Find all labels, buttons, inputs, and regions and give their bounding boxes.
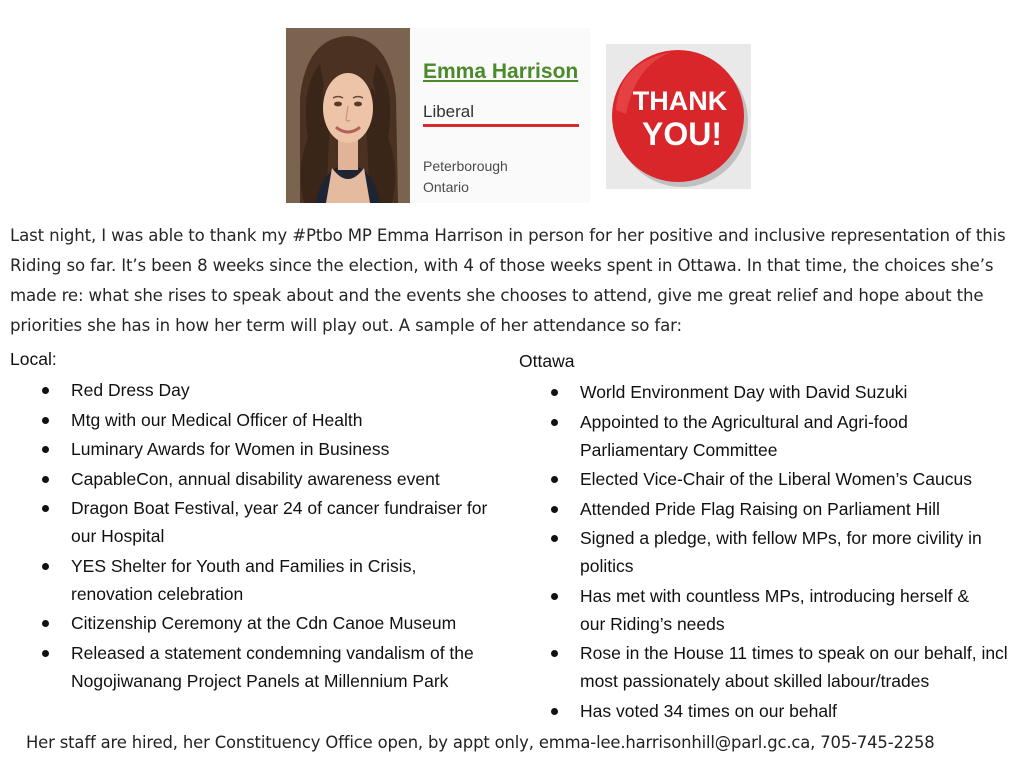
mp-portrait-photo bbox=[286, 28, 410, 203]
mp-name-link[interactable]: Emma Harrison bbox=[423, 60, 579, 83]
ottawa-heading: Ottawa bbox=[519, 351, 575, 371]
riding-province: Ontario bbox=[423, 179, 469, 195]
intro-paragraph: Last night, I was able to thank my #Ptbo MP Emma Harrison in person for her positive and inclusive representation of this Riding so far. It’s been 8 weeks since the election, with 4 of those weeks spent in Ottawa. In that time, the choices she’s made re: what she rises to speak about and the events she chooses to attend, give me great relief and hope about the priorities she has in how her term will play out. A sample of her attendance so far: bbox=[10, 226, 1006, 335]
local-heading: Local: bbox=[10, 349, 57, 369]
ottawa-list-item: Appointed to the Agricultural and Agri-food Parliamentary Committee bbox=[519, 408, 1019, 464]
ottawa-list-item: Has met with countless MPs, introducing herself & our Riding’s needs bbox=[519, 582, 1019, 638]
contact-footer: Her staff are hired, her Constituency Office open, by appt only, emma-lee.harrisonhill@parl.gc.ca, 705-745-2258 bbox=[26, 733, 935, 752]
mp-profile-card bbox=[410, 28, 590, 203]
local-list-item: YES Shelter for Youth and Families in Crisis, renovation celebration bbox=[10, 552, 510, 608]
local-list bbox=[10, 376, 510, 695]
ottawa-list-item: Has voted 34 times on our behalf bbox=[519, 697, 1019, 725]
ottawa-list-item: Signed a pledge, with fellow MPs, for more civility in politics bbox=[519, 524, 1019, 580]
ottawa-list-item: World Environment Day with David Suzuki bbox=[519, 378, 1019, 406]
thank-you-line2: YOU! bbox=[642, 116, 722, 152]
ottawa-list-item: Elected Vice-Chair of the Liberal Women’s Caucus bbox=[519, 465, 1019, 493]
local-list-item: Dragon Boat Festival, year 24 of cancer fundraiser for our Hospital bbox=[10, 494, 510, 550]
local-list-item: Mtg with our Medical Officer of Health bbox=[10, 406, 510, 434]
local-list-item: CapableCon, annual disability awareness event bbox=[10, 465, 510, 493]
thank-you-line1: THANK bbox=[632, 86, 728, 116]
local-list-item: Citizenship Ceremony at the Cdn Canoe Museum bbox=[10, 609, 510, 637]
riding-location bbox=[423, 156, 508, 198]
local-list-item: Released a statement condemning vandalism of the Nogojiwanang Project Panels at Millennium Park bbox=[10, 639, 510, 695]
party-color-rule bbox=[423, 124, 579, 127]
local-list-item: Red Dress Day bbox=[10, 376, 510, 404]
ottawa-list-item: Attended Pride Flag Raising on Parliament Hill bbox=[519, 495, 1019, 523]
ottawa-list bbox=[519, 378, 1019, 725]
ottawa-attendance-column bbox=[519, 348, 1019, 726]
ottawa-list-item: Rose in the House 11 times to speak on our behalf, incl most passionately about skilled labour/trades bbox=[519, 639, 1019, 695]
local-attendance-column bbox=[10, 346, 510, 696]
riding-city: Peterborough bbox=[423, 158, 508, 174]
local-list-item: Luminary Awards for Women in Business bbox=[10, 435, 510, 463]
thank-you-badge bbox=[606, 44, 751, 189]
party-label: Liberal bbox=[423, 102, 475, 121]
